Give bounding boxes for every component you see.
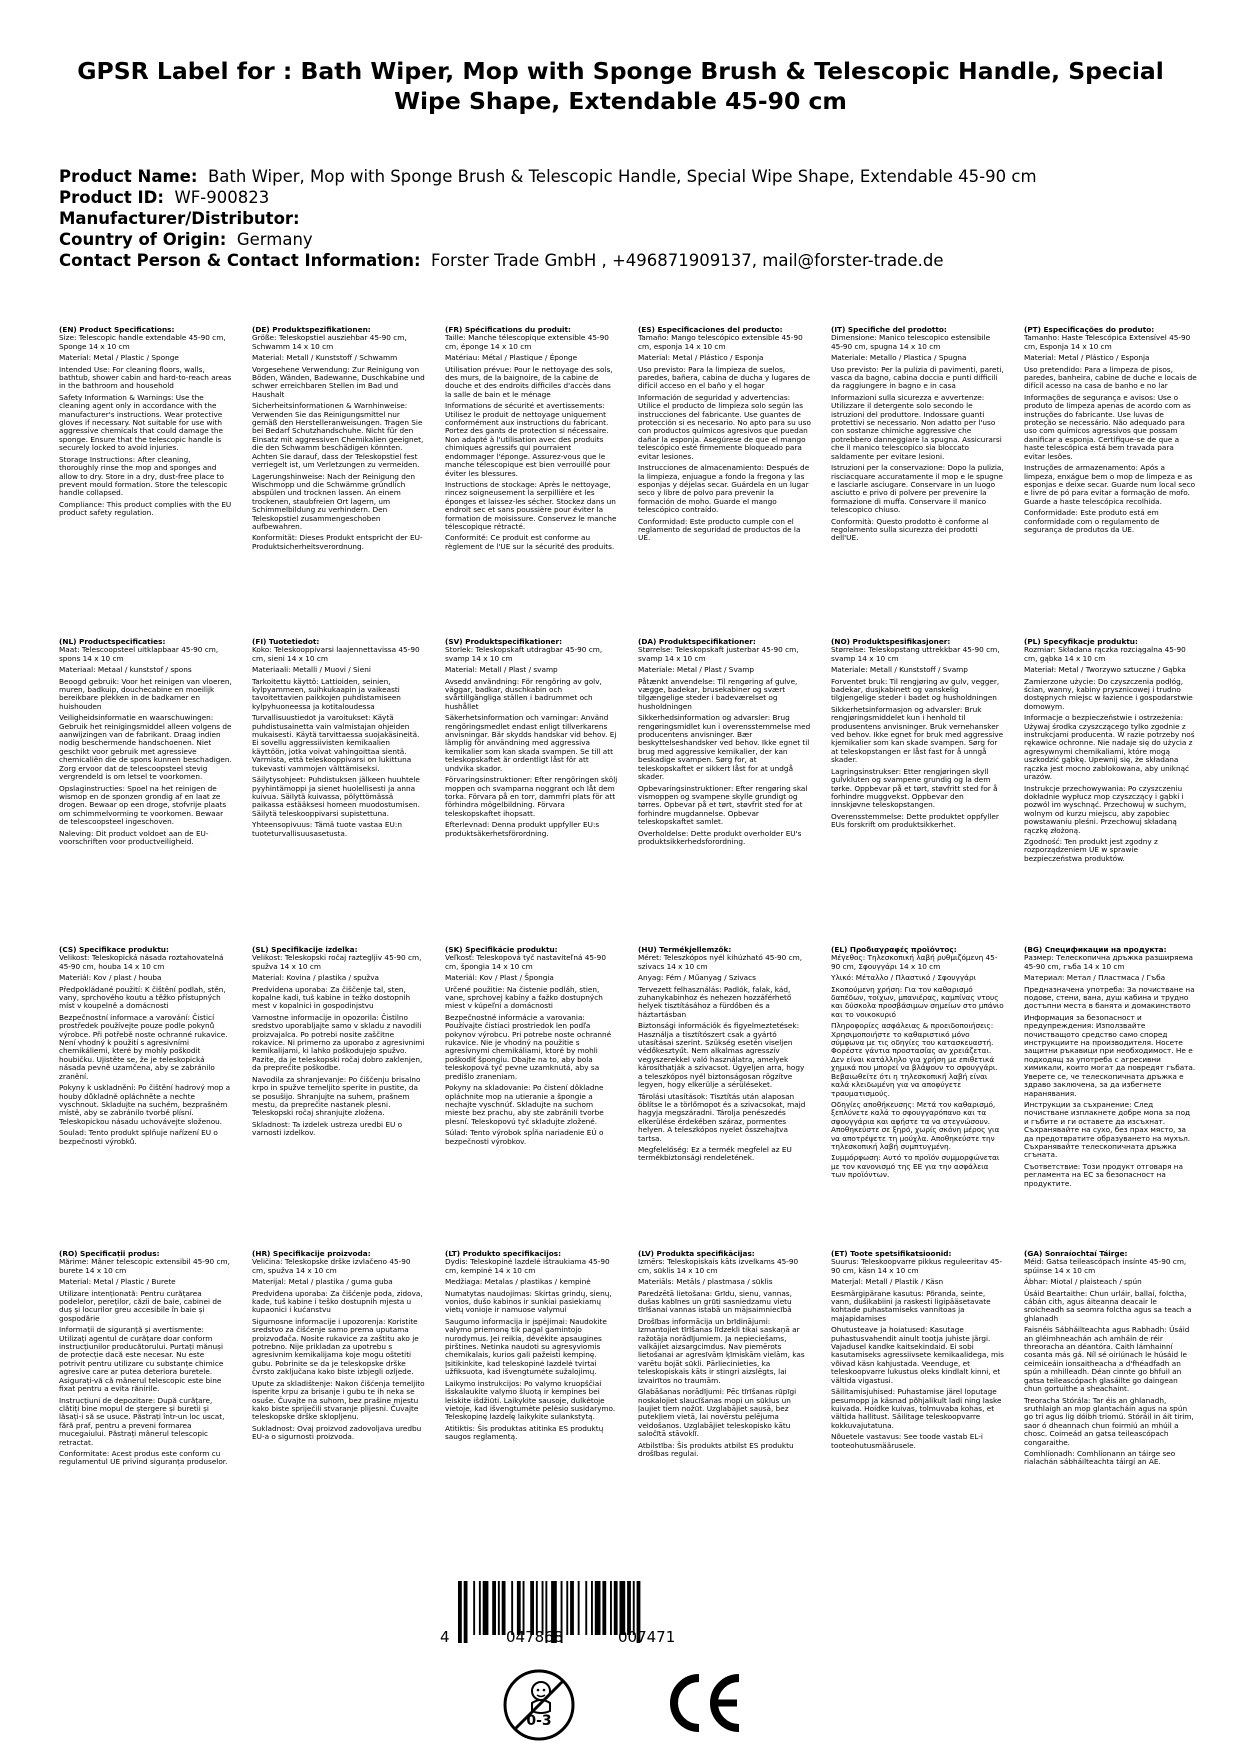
block-paragraph: Οδηγίες αποθήκευσης: Μετά τον καθαρισμό, ξεπλύνετε καλά το σφουγγαρόπανο και τα σφουγγάρια και αφήστε τα να στεγνώσουν. Αποθηκεύστε σε ξηρό, χωρίς σκόνη μέρος για να αποτρέψετε τη μούχλα. Αποθηκεύστε την τηλεσκοπική λαβή συμπτυγμένη. (831, 1099, 1000, 1151)
block-paragraph: Suurus: Teleskoopvarre pikkus reguleeritav 45-90 cm, käsn 14 x 10 cm (831, 1257, 1003, 1275)
block-heading: (CS) Specifikace produktu: (59, 946, 169, 954)
language-block (59, 1250, 232, 1550)
barcode-bar (530, 1581, 534, 1635)
barcode-right-group: 007471 (618, 1628, 676, 1646)
block-paragraph: Instrucțiuni de depozitare: După curățare, clătiți bine mopul de ștergere și buretii și lăsați-i să se usuce. Păstrați într-un loc uscat, fără praf, pentru a preveni formarea mucegaiului. Păstrați mânerul telescopic retractat. (59, 1395, 225, 1447)
product-name-row (59, 166, 1199, 187)
block-paragraph: Safety Information & Warnings: Use the cleaning agent only in accordance with the manufacturer's instructions. Wear protective gloves if necessary. Not suitable for use with aggressive chemicals that could damage the sponge. Ensure that the telescopic handle is securely locked to avoid injuries. (59, 392, 224, 453)
block-paragraph: Drošības informācija un brīdinājumi: Izmantojiet tīrīšanas līdzekli tikai saskaņā ar ražotāja norādījumiem. Ja nepieciešams, valkājiet aizsargcimdus. Nav piemērots lietošanai ar agresīvām ķīmiskām vielām, kas varētu bojāt sūkli. Pārliecinieties, ka teleskopiskais kāts ir stingri aizslēgts, lai izvairītos no traumām. (638, 1316, 805, 1385)
barcode-bar (492, 1581, 496, 1635)
barcode-bar (591, 1581, 593, 1635)
block-paragraph: Informations de sécurité et avertissements: Utilisez le produit de nettoyage uniquement conformément aux instructions du fabricant. Portez des gants de protection si nécessaire. Non adapté à l'utilisation avec des produits chimiques agressifs qui pourraient endommager l'éponge. Assurez-vous que le manche télescopique est bien verrouillé pour éviter les blessures. (445, 401, 611, 478)
language-block (831, 1250, 1004, 1550)
manufacturer-row (59, 208, 1199, 229)
block-heading: (HR) Specifikacije proizvoda: (252, 1250, 371, 1258)
block-paragraph: Forventet bruk: Til rengjøring av gulv, vegger, badekar, dusjkabinett og vanskelig tilgjengelige steder i badet og husholdningen (831, 676, 1000, 703)
block-paragraph: Zgodność: Ten produkt jest zgodny z rozporządzeniem UE w sprawie bezpieczeństwa produktów. (1024, 836, 1158, 863)
block-heading: (EN) Product Specifications: (59, 326, 175, 334)
block-paragraph: Sikkerhetsinformasjon og advarsler: Bruk rengjøringsmiddelet kun i henhold til produsentens anvisninger. Bruk vernehansker ved behov. Ikke egnet for bruk med aggressive kjemikalier som kan skade svampen. Sørg for at teleskopstangen er låst fast for å unngå skader. (831, 704, 1004, 765)
block-paragraph: Faisnéis Sábháilteachta agus Rabhadh: Úsáid an gléimhneachán ach amháin de réir threoracha an déantóra. Caith lámhainní cosanta más gá. Níl sé oiriúnach le húsáid le ceimiceáin ionsaitheacha a d'fhéadfadh an spún a mhilleadh. Déan cinnte go bhfuil an gatsa teileascópach glasáilte go daingean chun gortuithe a sheachaint. (1024, 1325, 1190, 1394)
barcode-bar (483, 1581, 489, 1635)
barcode-bar (479, 1581, 481, 1635)
block-paragraph: Biztonsági információk és figyelmeztetések: Használja a tisztítószert csak a gyártó utasításai szerint. Szükség esetén viseljen védőkesztyűt. Nem alkalmas agresszív vegyszerekkel való használatra, amelyek károsíthatják a szivacsot. Ügyeljen arra, hogy a teleszkópos nyél biztonságosan rögzítve legyen, hogy elkerülje a sérüléseket. (638, 1021, 805, 1090)
block-heading: (FI) Tuotetiedot: (252, 638, 320, 646)
ce-mark-icon (667, 1672, 743, 1734)
block-paragraph: Materiaal: Metaal / kunststof / spons (59, 665, 192, 675)
block-paragraph: Μέγεθος: Τηλεσκοπική λαβή ρυθμιζόμενη 45-90 cm, Σφουγγάρι 14 x 10 cm (831, 953, 998, 971)
block-paragraph: Materiale: Metall / Kunststoff / Svamp (831, 665, 968, 675)
block-paragraph: Megfelelőség: Ez a termék megfelel az EU termékbiztonsági rendeletének. (638, 1144, 792, 1163)
block-paragraph: Súlad: Tento výrobok spĺňa nariadenie EÚ o bezpečnosti výrobkov. (445, 1128, 604, 1146)
block-paragraph: Utilizare intenționată: Pentru curățarea podelelor, pereților, căzii de baie, cabinei de duș și locurilor greu accesibile în baie și gospodărie (59, 1288, 222, 1323)
block-paragraph: Materiál: Kov / Plast / Špongia (445, 973, 554, 983)
block-paragraph: Overensstemmelse: Dette produktet oppfyller EUs forskrift om produktsikkerhet. (831, 811, 999, 830)
block-paragraph: Uso previsto: Per la pulizia di pavimenti, pareti, vasca da bagno, cabina doccia e punti difficili da raggiungere in bagno e in casa (831, 364, 1004, 391)
block-paragraph: Méret: Teleszkópos nyél kihúzható 45-90 cm, szivacs 14 x 10 cm (638, 953, 803, 971)
product-id-row (59, 187, 1199, 208)
block-paragraph: Overholdelse: Dette produkt overholder EU's produktsikkerhedsforordning. (638, 828, 802, 846)
block-heading: (BG) Спецификации на продукта: (1024, 946, 1167, 954)
block-paragraph: Uso previsto: Para la limpieza de suelos, paredes, bañera, cabina de ducha y lugares de difícil acceso en el baño y el hogar (638, 364, 810, 391)
block-paragraph: Informações de segurança e avisos: Use o produto de limpeza apenas de acordo com as instruções do fabricante. Use luvas de proteção se necessário. Não adequado para uso com químicos agressivos que possam danificar a esponja. Certifique-se de que a haste telescópica está bem travada para evitar lesões. (1024, 392, 1191, 461)
block-paragraph: Úsáid Beartaithe: Chun urláir, ballaí, folctha, cábán cith, agus áiteanna deacair le sroicheadh sa seomra folctha agus sa teach a ghlanadh (1024, 1288, 1192, 1323)
block-paragraph: Materiał: Metal / Tworzywo sztuczne / Gąbka (1024, 665, 1186, 675)
block-paragraph: Предназначена употреба: За почистване на подове, стени, вана, душ кабина и трудно достъпни места в банята и домакинството (1024, 984, 1195, 1011)
block-paragraph: Sigurnosne informacije i upozorenja: Koristite sredstvo za čišćenje samo prema uputama proizvođača. Nosite rukavice za zaštitu ako je potrebno. Nije prikladan za upotrebu s agresivnim kemikalijama koje mogu oštetiti gubu. Pobrinite se da je teleskopske drške čvrsto zaključana kako biste izbjegli ozljede. (252, 1316, 419, 1377)
block-paragraph: Sukladnost: Ovaj proizvod zadovoljava uredbu EU-a o sigurnosti proizvoda. (252, 1423, 422, 1442)
block-paragraph: Bezpečnostní informace a varování: Čisticí prostředek používejte pouze podle pokynů výrobce. Při potřebě noste ochranné rukavice. Není vhodný k použití s agresivními chemikáliemi, které by mohly poškodit houbičku. Ujistěte se, že je teleskopická násada pevně uzamčena, aby se zabránilo zranění. (59, 1012, 228, 1081)
language-block (831, 638, 1004, 938)
block-heading: (ET) Toote spetsifikatsioonid: (831, 1250, 952, 1258)
block-paragraph: Naleving: Dit product voldoet aan de EU-voorschriften voor productveiligheid. (59, 828, 209, 846)
block-heading: (EL) Προδιαγραφές προϊόντος: (831, 946, 957, 954)
block-paragraph: Yhteensopivuus: Tämä tuote vastaa EU:n tuoteturvallisuusasetusta. (252, 820, 402, 838)
block-paragraph: Glabāšanas norādījumi: Pēc tīrīšanas rūpīgi noskalojiet slaucīšanas mopi un sūklus un ļaujiet tiem nožūt. Uzglabājiet sausā, bez putekļiem vietā, lai novērstu pelējuma veidošanos. Uzglabājiet teleskopisko kātu saločītā stāvoklī. (638, 1387, 797, 1439)
block-paragraph: Sikkerhedsinformation og advarsler: Brug rengøringsmidlet kun i overensstemmelse med producentens anvisninger. Bær beskyttelseshandsker ved behov. Ikke egnet til brug med aggressive kemikalier, der kan beskadige svampen. Sørg for, at teleskopskaftet er sikkert låst for at undgå skader. (638, 713, 811, 782)
block-paragraph: Mărime: Mâner telescopic extensibil 45-90 cm, burete 14 x 10 cm (59, 1257, 230, 1275)
block-paragraph: Compliance: This product complies with the EU product safety regulation. (59, 499, 232, 518)
block-paragraph: Comhlíonadh: Comhlíonann an táirge seo rialachán sábháilteachta táirgí an AE. (1024, 1448, 1176, 1467)
block-heading: (ES) Especificaciones del producto: (638, 326, 783, 334)
block-paragraph: Instructions de stockage: Après le nettoyage, rincez soigneusement la serpillière et les éponges et laissez-les sécher. Stockez dans un endroit sec et sans poussière pour éviter la formation de moisissure. Conservez le manche télescopique rétracté. (445, 479, 617, 531)
block-paragraph: Материал: Метал / Пластмаса / Гъба (1024, 973, 1166, 983)
block-paragraph: Conformidad: Este producto cumple con el reglamento de seguridad de productos de la UE. (638, 516, 801, 543)
language-block (1024, 638, 1197, 938)
barcode-bar (542, 1581, 544, 1635)
language-block (831, 326, 1004, 630)
age-range-text: 0-3 (526, 1713, 552, 1729)
block-paragraph: Materiaali: Metalli / Muovi / Sieni (252, 665, 371, 675)
block-paragraph: Material: Metal / Plastic / Sponge (59, 353, 179, 363)
barcode-bar (585, 1581, 587, 1635)
block-paragraph: Instrukcje przechowywania: Po czyszczeniu dokładnie wypłucz mop czyszczący i gąbki i pozwól im wyschnąć. Przechowuj w suchym, wolnym od kurzu miejscu, aby zapobiec powstawaniu pleśni. Przechowuj składaną rączkę złożoną. (1024, 783, 1187, 835)
block-paragraph: Pokyny na skladovanie: Po čistení dôkladne opláchnite mop na utieranie a špongie a nechajte vyschnúť. Skladujte na suchom mieste bez prachu, aby ste zabránili tvorbe plesní. Teleskopovú tyč skladujte zložené. (445, 1083, 604, 1126)
block-paragraph: Información de seguridad y advertencias: Utilice el producto de limpieza solo según las instrucciones del fabricante. Use guantes de protección si es necesario. No apto para su uso con productos químicos agresivos que puedan dañar la esponja. Asegúrese de que el mango telescópico esté firmemente bloqueado para evitar lesiones. (638, 392, 811, 461)
block-paragraph: Skladnost: Ta izdelek ustreza uredbi EU o varnosti izdelkov. (252, 1119, 403, 1138)
block-paragraph: Uso pretendido: Para a limpeza de pisos, paredes, banheira, cabine de duche e locais de difícil acesso na casa de banho e no lar (1024, 364, 1197, 391)
block-heading: (FR) Spécifications du produit: (445, 326, 571, 334)
block-paragraph: Material: Metal / Plástico / Esponja (638, 353, 764, 363)
block-paragraph: Konformität: Dieses Produkt entspricht der EU-Produktsicherheitsverordnung. (252, 533, 423, 551)
block-paragraph: Velikost: Teleskopski ročaj raztegljiv 45-90 cm, spužva 14 x 10 cm (252, 953, 422, 971)
block-paragraph: Informacje o bezpieczeństwie i ostrzeżenia: Używaj środka czyszczącego tylko zgodnie z instrukcjami producenta. W razie potrzeby noś rękawice ochronne. Nie nadaje się do użycia z agresywnymi chemikaliami, które mogą uszkodzić gąbkę. Upewnij się, że składana rączka jest mocno zablokowana, aby uniknąć urazów. (1024, 713, 1195, 782)
block-paragraph: Materiál: Kov / plast / houba (59, 973, 162, 983)
block-paragraph: Vorgesehene Verwendung: Zur Reinigung von Böden, Wänden, Badewanne, Duschkabine und schwer erreichbaren Stellen im Bad und Haushalt (252, 364, 425, 399)
block-paragraph: Soulad: Tento produkt splňuje nařízení EU o bezpečnosti výrobků. (59, 1128, 218, 1146)
block-paragraph: Dydis: Teleskopinė lazdelė ištraukiama 45-90 cm, kempinė 14 x 10 cm (445, 1257, 610, 1275)
block-paragraph: Opbevaringsinstruktioner: Efter rengøring skal vismoppen og svampene skylle grundigt og tørres. Opbevar på et tørt, støvfrit sted for at forhindre mugdannelse. Opbevar teleskopskaftet samlet. (638, 783, 808, 827)
block-paragraph: Materiāls: Metāls / plastmasa / sūklis (638, 1277, 773, 1287)
language-block (252, 1250, 425, 1550)
block-heading: (SV) Produktspecifikationer: (445, 638, 563, 646)
barcode-bar (595, 1581, 601, 1635)
block-paragraph: Numatytas naudojimas: Skirtas grindų, sienų, vonios, dušo kabinos ir sunkiai pasiekiamų vietų vonioje ir namuose valymui (445, 1288, 612, 1315)
block-paragraph: Saugumo informacija ir įspėjimai: Naudokite valymo priemonę tik pagal gamintojo nurodymus. Jei reikia, dėvėkite apsaugines pirštines. Netinka naudoti su agresyviomis chemikalais, kurios gali pažeisti kempinę. Įsitikinkite, kad teleskopinė lazdelė tvirtai užfiksuota, kad išvengtumėte sužalojimų. (445, 1316, 607, 1377)
language-block (445, 638, 618, 938)
barcode-bar (523, 1581, 525, 1635)
block-paragraph: Beoogd gebruik: Voor het reinigen van vloeren, muren, badkuip, douchecabine en moeilijk bereikbare plekken in de badkamer en huishouden (59, 676, 232, 711)
block-paragraph: Navodila za shranjevanje: Po čiščenju brisalno krpo in spužve temeljito sperite in pustite, da se posušijo. Shranjujte na suhem, prašnem mestu, da preprečite nastanek plesni. Teleskopski ročaj shranjujte zložena. (252, 1074, 421, 1118)
block-paragraph: Materiale: Metallo / Plastica / Spugna (831, 353, 967, 363)
block-paragraph: Material: Kovina / plastika / spužva (252, 973, 380, 983)
block-paragraph: Συμμόρφωση: Αυτό το προϊόν συμμορφώνεται με τον κανονισμό της ΕΕ για την ασφάλεια των προϊόντων. (831, 1153, 1000, 1180)
language-block (638, 1250, 811, 1550)
block-paragraph: Turvallisuustiedot ja varoitukset: Käytä puhdistusainetta vain valmistajan ohjeiden mukaisesti. Käytä tarvittaessa suojakäsineitä. Ei sovellu aggressiivisten kemikaalien käyttöön, jotka voivat vahingoittaa sientä. Varmista, että teleskooppivarsi on lukittuna tukevasti vammojen välttämiseksi. (252, 713, 420, 773)
block-paragraph: Méid: Gatsa teileascópach insínte 45-90 cm, spúinse 14 x 10 cm (1024, 1257, 1187, 1275)
language-block (638, 946, 811, 1242)
language-block (638, 638, 811, 938)
block-paragraph: Informații de siguranță și avertismente: Utilizați agentul de curățare doar conform instrucțiunilor producătorului. Purtați mănuși de protecție dacă este necesar. Nu este potrivit pentru utilizare cu substanțe chimice agresive care ar putea deteriora buretele. Asigurați-vă că mânerul telescopic este bine fixat pentru a evita rănirile. (59, 1325, 224, 1394)
block-paragraph: Upute za skladištenje: Nakon čišćenja temeljito isperite krpu za brisanje i gubu te ih neka se osuše. Čuvajte na suhom, bez prašine mjestu kako biste spriječili stvaranje plijesni. Čuvajte teleskopske drške sklopljenu. (252, 1378, 425, 1422)
barcode-bar (498, 1581, 500, 1635)
block-paragraph: Storage Instructions: After cleaning, thoroughly rinse the mop and sponges and allow to dry. Store in a dry, dust-free place to prevent mould formation. Store the telescopic handle collapsed. (59, 454, 228, 498)
block-paragraph: Påtænkt anvendelse: Til rengøring af gulve, vægge, badekar, brusekabiner og svært tilgængelige steder i badeværelset og husholdningen (638, 676, 798, 711)
block-paragraph: Intended Use: For cleaning floors, walls, bathtub, shower cabin and hard-to-reach areas in the bathroom and household (59, 364, 232, 391)
block-paragraph: Sicherheitsinformationen & Warnhinweise: Verwenden Sie das Reinigungsmittel nur gemäß den Herstelleranweisungen. Tragen Sie bei Bedarf Schutzhandschuhe. Nicht für den Einsatz mit aggressiven Chemikalien geeignet, die den Schwamm beschädigen könnten. Achten Sie darauf, dass der Teleskopstiel fest verriegelt ist, um Verletzungen zu vermeiden. (252, 401, 424, 470)
block-paragraph: Material: Metall / Kunststoff / Schwamm (252, 353, 398, 363)
block-paragraph: Tarkoitettu käyttö: Lattioiden, seinien, kylpyammeen, suihkukaapin ja vaikeasti tavoitettavien paikkojen puhdistamiseen kylpyhuoneessa ja kotitaloudessa (252, 676, 401, 711)
block-paragraph: Předpokládané použití: K čištění podlah, stěn, vany, sprchového koutu a těžko přístupných míst v koupelně a domácnosti (59, 984, 226, 1011)
barcode-bar (517, 1581, 521, 1635)
product-id-label: Product ID: (59, 188, 164, 207)
block-paragraph: Förvaringsinstruktioner: Efter rengöringen skölj moppen och svamparna noggrant och låt dem torka. Förvara på en torr, dammfri plats för att förhindra mögelbildning. Förvara teleskopskaftet ihopsatt. (445, 775, 618, 818)
barcode-first-digit: 4 (440, 1628, 450, 1646)
block-paragraph: Treoracha Stórála: Tar éis an ghlanadh, sruthlaigh an mop glantacháin agus na spún go trí agus lig dóibh triomú. Stóráil in áit tirim, saor ó dheannach chun foirmiú an mhúil a chosc. Coimeád an gatsa teileascópach congaraithe. (1024, 1395, 1194, 1447)
product-info (59, 166, 1199, 271)
barcode-bar (620, 1581, 626, 1635)
block-paragraph: Tamanho: Haste Telescópica Extensível 45-90 cm, Esponja 14 x 10 cm (1024, 333, 1191, 351)
block-heading: (LT) Produkto specifikacijos: (445, 1250, 562, 1258)
product-name-label: Product Name: (59, 167, 198, 186)
block-paragraph: Nõuetele vastavus: See toode vastab EL-i tooteohutusmäärusele. (831, 1432, 983, 1450)
block-paragraph: Instruções de armazenamento: Após a limpeza, enxágue bem o mop de limpeza e as esponjas e deixe secar. Guarde num local seco e livre de pó para evitar a formação de mofo. Guarde a haste telescópica recolhida. (1024, 463, 1196, 506)
barcode-bar (473, 1581, 475, 1635)
manufacturer-label: Manufacturer/Distributor: (59, 209, 300, 228)
block-paragraph: Istruzioni per la conservazione: Dopo la pulizia, risciacquare accuratamente il mop e le spugne e lasciarle asciugare. Conservare in un luogo asciutto e privo di polvere per prevenire la formazione di muffa. Conservare il manico telescopico chiuso. (831, 463, 1004, 515)
block-heading: (GA) Sonraíochtaí Táirge: (1024, 1250, 1128, 1258)
block-paragraph: Säilitamisjuhised: Puhastamise järel loputage pesumopp ja käsnad põhjalikult ladi ning laske kuivada. Hoidke kuivas, tolmuvaba kohas, et vältida hallitust. Säilitage teleskoopvarre kokkuvajutatuna. (831, 1387, 1002, 1430)
block-heading: (IT) Specifiche del prodotto: (831, 326, 947, 334)
language-block (252, 946, 425, 1242)
block-paragraph: Съответствие: Този продукт отговаря на регламента на ЕС за безопасност на продуктите. (1024, 1161, 1184, 1188)
block-paragraph: Rozmiar: Składana rączka rozciągalna 45-90 cm, gąbka 14 x 10 cm (1024, 645, 1186, 663)
barcode-bar (578, 1581, 580, 1635)
block-paragraph: Varnostne informacije in opozorila: Čistilno sredstvo uporabljajte samo v skladu z navodili proizvajalca. Po potrebi nosite zaščitne rokavice. Ni primerno za uporabo z agresivnimi kemikalijami, ki lahko poškodujejo spužvo. Pazite, da je teleskopski ročaj dobro zaklenjen, da preprečite poškodbe. (252, 1012, 425, 1073)
block-heading: (SL) Specifikacije izdelka: (252, 946, 358, 954)
contact-value: Forster Trade GmbH , +496871909137, mail@forster-trade.de (431, 251, 944, 270)
language-block (445, 326, 618, 630)
block-paragraph: Laikymo instrukcijos: Po valymo kruopščiai išskalaukite valymo šluotą ir kempines bei leiskite išdžiūti. Laikykite sausoje, dulkėtoje vietoje, kad išvengtumėte pelėsio susidarymo. Teleskopinę lazdelę laikykite sulankstytą. (445, 1378, 616, 1422)
block-paragraph: Veličina: Teleskopske drške izvlačenо 45-90 cm, spužva 14 x 10 cm (252, 1257, 411, 1275)
block-paragraph: Atitiktis: Šis produktas atitinka ES produktų saugos reglamentą. (445, 1423, 604, 1442)
barcode-bar (502, 1581, 506, 1635)
block-heading: (LV) Produkta specifikācijas: (638, 1250, 755, 1258)
barcode (438, 1581, 738, 1661)
block-heading: (DE) Produktspezifikationen: (252, 326, 371, 334)
block-paragraph: Paredzētā lietošana: Grīdu, sienu, vannas, dušas kabīnes un grūti sasniedzamu vietu tīrīšanai vannas istabā un mājsaimniecībā (638, 1288, 792, 1315)
block-paragraph: Utilisation prévue: Pour le nettoyage des sols, des murs, de la baignoire, de la cabine de douche et des endroits difficiles d'accès dans la salle de bain et le ménage (445, 364, 613, 399)
block-paragraph: Anyag: Fém / Műanyag / Szivacs (638, 973, 756, 983)
block-paragraph: Tervezett felhasználás: Padlók, falak, kád, zuhanykabinhoz és nehezen hozzáférhető helyek tisztításához a fürdőben és a háztartásban (638, 984, 792, 1019)
product-name-value: Bath Wiper, Mop with Sponge Brush & Telescopic Handle, Special Wipe Shape, Extendable 45-90 cm (207, 167, 1037, 186)
block-heading: (DA) Produktspecifikationer: (638, 638, 756, 646)
block-paragraph: Størrelse: Teleskopstang uttrekkbar 45-90 cm, svamp 14 x 10 cm (831, 645, 1000, 663)
block-paragraph: Bezpečnostné informácie a varovania: Používajte čistiaci prostriedok len podľa pokynov výrobcu. Pri potrebe noste ochranné rukavice. Nie je vhodný na použitie s agresívnymi chemikáliami, ktoré by mohli poškodiť špongiu. Dbajte na to, aby bola teleskopová tyč pevne uzamknutá, aby sa predišlo zraneniam. (445, 1012, 612, 1081)
block-paragraph: Zamierzone użycie: Do czyszczenia podłóg, ścian, wanny, kabiny prysznicowej i trudno dostępnych miejsc w łazience i gospodarstwie domowym. (1024, 676, 1193, 711)
block-heading: (NO) Produktspesifikasjoner: (831, 638, 951, 646)
block-paragraph: Storlek: Teleskopskaft utdragbar 45-90 cm, svamp 14 x 10 cm (445, 645, 603, 663)
block-paragraph: Υλικό: Μέταλλο / Πλαστικό / Σφουγγάρι (831, 973, 977, 983)
block-paragraph: Tamaño: Mango telescópico extensible 45-90 cm, esponja 14 x 10 cm (638, 333, 803, 351)
barcode-bar (566, 1581, 568, 1635)
block-heading: (PL) Specyfikacje produktu: (1024, 638, 1138, 646)
language-block (1024, 946, 1197, 1242)
block-paragraph: Conformità: Questo prodotto è conforme al regolamento sulla sicurezza dei prodotti dell'UE. (831, 516, 989, 543)
block-paragraph: Veľkosť: Teleskopová tyč nastaviteľná 45-90 cm, špongia 14 x 10 cm (445, 953, 606, 971)
block-paragraph: Veiligheidsinformatie en waarschuwingen: Gebruik het reinigingsmiddel alleen volgens de aanwijzingen van de fabrikant. Draag indien nodig beschermende handschoenen. Niet geschikt voor gebruik met agressieve chemicaliën die de spons kunnen beschadigen. Zorg ervoor dat de telescoopsteel stevig vergrendeld is om letsel te voorkomen. (59, 713, 232, 782)
block-paragraph: Eesmärgipärane kasutus: Põranda, seinte, vann, dušikabiini ja raskesti ligipääsetavate kohtade puhastamiseks vannitoas ja majapidamises (831, 1288, 991, 1323)
block-paragraph: Информация за безопасност и предупреждения: Използвайте почистващото средство само според инструкциите на производителя. Носете защитни ръкавици при необходимост. Не е подходящ за употреба с агресивни химикали, които могат да повредят гъбата. Уверете се, че телескопичната дръжка е здраво заключена, за да избегнете наранявания. (1024, 1012, 1196, 1098)
block-paragraph: Opslaginstructies: Spoel na het reinigen de wismop en de sponzen grondig af en laat ze drogen. Bewaar op een droge, stofvrije plaats om schimmelvorming te voorkomen. Bewaar de telescoopsteel ingeschoven. (59, 783, 227, 827)
block-paragraph: Instrucciones de almacenamiento: Después de la limpieza, enjuague a fondo la fregona y las esponjas y déjelas secar. Guárdela en un lugar seco y libre de polvo para prevenir la formación de moho. Guarde el mango telescópico contraído. (638, 463, 810, 515)
block-paragraph: Säilytysohjeet: Puhdistuksen jälkeen huuhtele pyyhintämoppi ja sienet huolellisesti ja anna kuivua. Säilytä kuivassa, pölyttömässä paikassa estääksesi homeen muodostumisen. Säilytä teleskooppivarsi supistettuna. (252, 775, 420, 818)
language-block (252, 326, 425, 630)
block-paragraph: Dimensione: Manico telescopico estensibile 45-90 cm, spugna 14 x 10 cm (831, 333, 991, 351)
block-paragraph: Materijal: Metal / plastika / guma guba (252, 1277, 393, 1287)
product-id-value: WF-900823 (174, 188, 270, 207)
block-paragraph: Conformitate: Acest produs este conform cu regulamentul UE privind siguranța produselor. (59, 1448, 228, 1467)
language-block (252, 638, 425, 938)
barcode-bar (536, 1581, 538, 1635)
language-block (1024, 326, 1197, 630)
block-heading: (SK) Špecifikácie produktu: (445, 946, 558, 954)
block-paragraph: Velikost: Teleskopická násada roztahovatelná 45-90 cm, houba 14 x 10 cm (59, 953, 224, 971)
block-paragraph: Säkerhetsinformation och varningar: Använd rengöringsmedlet endast enligt tillverkarens anvisningar. Bär skydds handskar vid behov. Ej lämplig för användning med aggressiva kemikalier som kan skada svampen. Se till att teleskopskaftet är ordentligt låst för att undvika skador. (445, 713, 617, 773)
barcode-bar (610, 1581, 612, 1635)
barcode-left-group: 047868 (506, 1628, 564, 1646)
block-paragraph: Medžiaga: Metalas / plastikas / kempinė (445, 1277, 591, 1287)
block-paragraph: Koko: Teleskooppivarsi laajennettavissa 45-90 cm, sieni 14 x 10 cm (252, 645, 420, 663)
not-for-children-0-3-icon (501, 1667, 577, 1743)
block-paragraph: Ohutusteave ja hoiatused: Kasutage puhastusvahendit ainult tootja juhiste järgi. Vajadusel kandke kaitsekindaid. Ei sobi kasutamiseks agressiivsete kemikaalidega, mis võivad käsn kahjustada. Veenduge, et teleskoopvarre lukustus oleks kindlalt kinni, et vältida vigastusi. (831, 1325, 1004, 1385)
language-block (1024, 1250, 1197, 1550)
block-paragraph: Predviđena uporaba: Za čišćenje poda, zidova, kade, tuš kabine i teško dostupnih mjesta u kupaonici i kućanstvu (252, 1288, 423, 1315)
barcode-bar (614, 1581, 618, 1635)
contact-label: Contact Person & Contact Information: (59, 251, 421, 270)
block-paragraph: Matériau: Métal / Plastique / Éponge (445, 353, 578, 363)
barcode-bar (570, 1581, 574, 1635)
block-paragraph: Lagerungshinweise: Nach der Reinigung den Wischmopp und die Schwämme gründlich abspülen und trocknen lassen. An einem trockenen, staubfreien Ort lagern, um Schimmelbildung zu verhindern. Den Teleskopstiel zusammengeschoben aufbewahren. (252, 471, 415, 531)
barcode-bar (511, 1581, 513, 1635)
contact-row (59, 250, 1199, 271)
barcode-digits (440, 1628, 740, 1648)
block-paragraph: Predvidena uporaba: Za čiščenje tal, sten, kopalne kadi, tuš kabine in težko dostopnih mest v kopalnici in gospodinjstvu (252, 984, 411, 1011)
barcode-bar (602, 1581, 606, 1635)
block-paragraph: Efterlevnad: Denna produkt uppfyller EU:s produktsäkerhetsförordning. (445, 820, 600, 838)
block-heading: (NL) Productspecificaties: (59, 638, 166, 646)
block-paragraph: Material: Metall / Plast / svamp (445, 665, 558, 675)
block-paragraph: Materjal: Metall / Plastik / Käsn (831, 1277, 944, 1287)
block-heading: (PT) Especificações do produto: (1024, 326, 1155, 334)
block-paragraph: Atbilstība: Šis produkts atbilst ES produktu drošības regulai. (638, 1440, 794, 1458)
block-paragraph: Ábhar: Miotal / plaisteach / spún (1024, 1277, 1142, 1287)
block-paragraph: Инструкции за съхранение: След почистване изплакнете добре мопа за под и гъбите и ги оставете да изсъхнат. Съхранявайте на сухо, без прах място, за да предотвратите образуването на мухъл. Съхранявайте телескопичната дръжка сгъната. (1024, 1099, 1191, 1160)
language-block (59, 946, 232, 1242)
block-paragraph: Conformité: Ce produit est conforme au règlement de l'UE sur la sécurité des produits. (445, 533, 615, 551)
block-paragraph: Lagringsinstrukser: Etter rengjøringen skyll gulvkluten og svampene grundig og la dem tørke. Oppbevar på et tørt, støvfritt sted for å forhindre muggvekst. Oppbevar den innskjøvne teleskopstangen. (831, 766, 998, 810)
block-paragraph: Material: Metal / Plástico / Esponja (1024, 353, 1150, 363)
block-paragraph: Σκοπούμενη χρήση: Για τον καθαρισμό δαπέδων, τοίχων, μπανιέρας, καμπίνας ντους και δύσκολα προσβάσιμων σημείων στο μπάνιο και το νοικοκυριό (831, 984, 1004, 1019)
block-paragraph: Material: Metal / Plastic / Burete (59, 1277, 176, 1287)
language-block (59, 638, 232, 938)
block-paragraph: Pokyny k uskladnění: Po čištění hadrový mop a houby důkladně opláchněte a nechte vyschnout. Skladujte na suchém, bezprašném místě, aby se zabránilo tvorbě plísní. Teleskopickou násadu uchovávejte složenou. (59, 1083, 231, 1126)
language-block (638, 326, 811, 630)
block-paragraph: Informazioni sulla sicurezza e avvertenze: Utilizzare il detergente solo secondo le istruzioni del produttore. Indossare guanti protettivi se necessario. Non adatto per l'uso con sostanze chimiche aggressive che potrebbero danneggiare la spugna. Assicurarsi che il manico telescopico sia bloccato saldamente per evitare lesioni. (831, 392, 1002, 461)
block-paragraph: Maat: Telescoopsteel uitklapbaar 45-90 cm, spons 14 x 10 cm (59, 645, 219, 663)
block-paragraph: Size: Telescopic handle extendable 45-90 cm, Sponge 14 x 10 cm (59, 333, 226, 351)
country-value: Germany (236, 230, 313, 249)
block-paragraph: Размер: Телескопична дръжка разширяема 45-90 cm, гъба 14 x 10 cm (1024, 953, 1194, 971)
page-title: GPSR Label for : Bath Wiper, Mop with Sponge Brush & Telescopic Handle, Special Wipe Shape, Extendable 45-90 cm (77, 57, 1164, 115)
block-paragraph: Størrelse: Teleskopskaft justerbar 45-90 cm, svamp 14 x 10 cm (638, 645, 799, 663)
block-paragraph: Avsedd användning: För rengöring av golv, väggar, badkar, duschkabin och svårtillgängliga ställen i badrummet och hushållet (445, 676, 602, 711)
block-paragraph: Conformidade: Este produto está em conformidade com o regulamento de segurança de produtos da UE. (1024, 508, 1160, 534)
barcode-bar (633, 1581, 635, 1635)
language-block (445, 1250, 618, 1550)
block-heading: (RO) Specificații produs: (59, 1250, 160, 1258)
language-block (59, 326, 232, 630)
barcode-bar (627, 1581, 631, 1635)
country-row (59, 229, 1199, 250)
block-paragraph: Taille: Manche télescopique extensible 45-90 cm, éponge 14 x 10 cm (445, 333, 609, 351)
block-heading: (HU) Termékjellemzők: (638, 946, 732, 954)
block-paragraph: Určené použitie: Na čistenie podláh, stien, vane, sprchovej kabíny a ťažko dostupných miest v kúpeľni a domácnosti (445, 984, 603, 1011)
block-paragraph: Tárolási utasítások: Tisztítás után alaposan öblítse le a törlőmopot és a szivacsokat, majd hagyja megszáradni. Tárolja penészedés elkerülése érdekében száraz, pormentes helyen. A teleszkópos nyelet összehajtva tartsa. (638, 1091, 806, 1143)
language-block (831, 946, 1004, 1242)
block-paragraph: Größe: Teleskopstiel ausziehbar 45-90 cm, Schwamm 14 x 10 cm (252, 333, 407, 351)
block-paragraph: Izmērs: Teleskopiskais kāts izvelkams 45-90 cm, sūklis 14 x 10 cm (638, 1257, 799, 1275)
block-paragraph: Πληροφορίες ασφάλειας & προειδοποιήσεις: Χρησιμοποιήστε το καθαριστικό μόνο σύμφωνα με τις οδηγίες του κατασκευαστή. Φορέστε γάντια προστασίας αν χρειάζεται. Δεν είναι κατάλληλο για χρήση με επιθετικά χημικά που μπορεί να βλάψουν το σφουγγάρι. Βεβαιωθείτε ότι η τηλεσκοπική λαβή είναι καλά κλειδωμένη για να αποφύγετε τραυματισμούς. (831, 1021, 998, 1098)
language-block (445, 946, 618, 1242)
country-label: Country of Origin: (59, 230, 227, 249)
block-paragraph: Materiale: Metal / Plast / Svamp (638, 665, 754, 675)
